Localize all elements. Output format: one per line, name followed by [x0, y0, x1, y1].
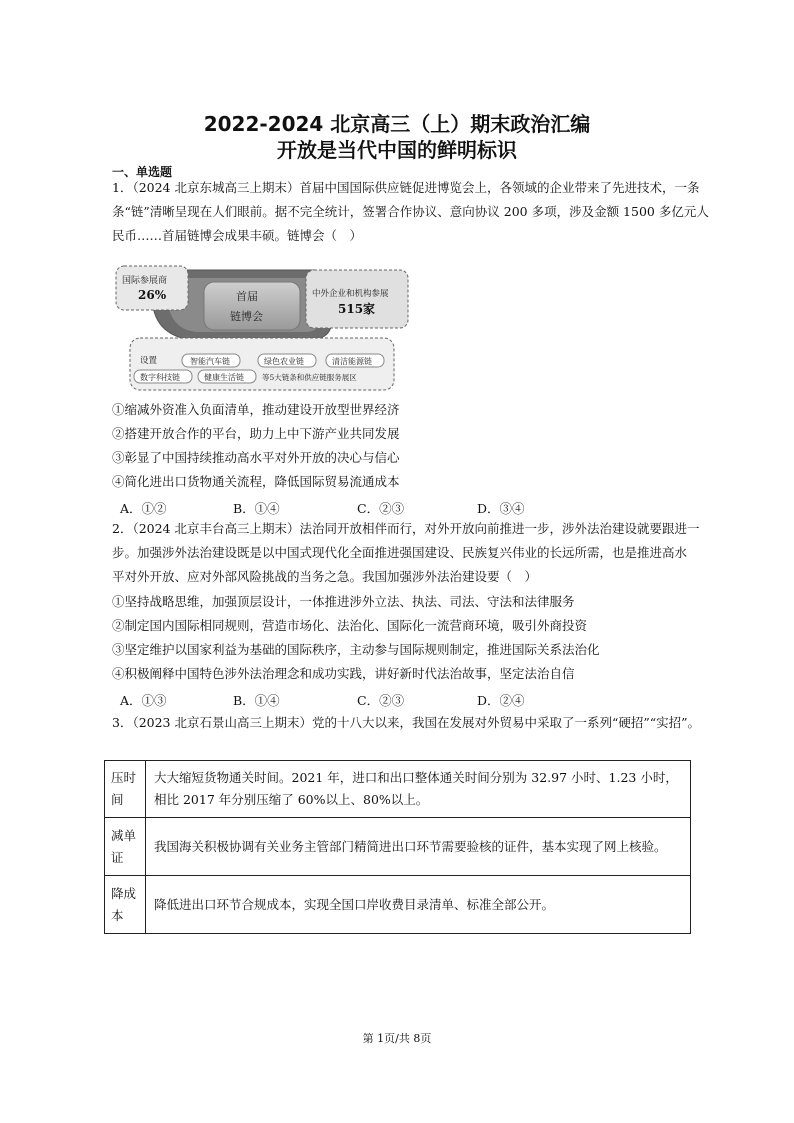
left-stat-value: 26%	[138, 288, 167, 302]
q2-stem-line: 平对外开放、应对外部风险挑战的当务之急。我国加强涉外法治建设要（ ）	[112, 569, 538, 584]
left-stat-label: 国际参展商	[122, 276, 168, 286]
q2-statement: ④积极阐释中国特色涉外法治理念和成功实践，讲好新时代法治故事，坚定法治自信	[112, 666, 575, 681]
q2-statement: ①坚持战略思维，加强顶层设计，一体推进涉外立法、执法、司法、守法和法律服务	[112, 594, 575, 609]
q3-table	[104, 760, 691, 934]
q1-option-c[interactable]: C．②③	[357, 501, 405, 516]
right-stat-value: 515家	[338, 302, 376, 316]
table-value-cell: 大大缩短货物通关时间。2021 年，进口和出口整体通关时间分别为 32.97 小时、1.23 小时，相比 2017 年分别压缩了 60%以上、80%以上。	[146, 761, 691, 818]
chain-label: 数字科技链	[140, 373, 180, 382]
q3-stem-line: 3．（2023 北京石景山高三上期末）党的十八大以来，我国在发展对外贸易中采取了一系列“硬招”“实招”。	[112, 715, 701, 730]
q1-option-d[interactable]: D．③④	[477, 501, 525, 516]
q1-stem-line: 1．（2024 北京东城高三上期末）首届中国国际供应链促进博览会上，各领域的企业带来了先进技术，一条	[112, 180, 700, 195]
q2-option-d[interactable]: D．②④	[477, 693, 525, 708]
table-row	[105, 818, 691, 876]
section-heading: 一、单选题	[112, 165, 173, 179]
page-footer: 第 1页/共 8页	[362, 1032, 432, 1045]
center-label-2: 链博会	[230, 310, 263, 323]
right-stat-box	[306, 270, 408, 328]
q1-statement: ①缩减外资准入负面清单，推动建设开放型世界经济	[112, 402, 400, 417]
q1-statement: ③彰显了中国持续推动高水平对外开放的决心与信心	[112, 450, 400, 465]
bottom-suffix: 等5大链条和供应链服务展区	[262, 373, 357, 382]
q1-statement: ②搭建开放合作的平台，助力上中下游产业共同发展	[112, 426, 400, 441]
table-row	[105, 761, 691, 818]
chain-label: 绿色农业链	[264, 357, 304, 366]
q2-stem-line: 2．（2024 北京丰台高三上期末）法治同开放相伴而行，对外开放向前推进一步，涉外法治建设就要跟进一	[112, 521, 700, 536]
q2-option-a[interactable]: A．①③	[120, 693, 167, 708]
chain-label: 清洁能源链	[332, 357, 372, 366]
q2-option-c[interactable]: C．②③	[357, 693, 405, 708]
page-title: 2022-2024 北京高三（上）期末政治汇编	[203, 112, 591, 136]
table-value-cell: 我国海关积极协调有关业务主管部门精简进出口环节需要验核的证件，基本实现了网上核验。	[146, 818, 691, 876]
table-key-cell: 降成本	[105, 876, 146, 934]
q2-stem-line: 步。加强涉外法治建设既是以中国式现代化全面推进强国建设、民族复兴伟业的长远所需，也是推进高水	[112, 545, 688, 560]
q1-infographic	[112, 250, 412, 395]
table-row	[105, 876, 691, 934]
q1-option-a[interactable]: A．①②	[120, 501, 167, 516]
q2-option-b[interactable]: B．①④	[233, 693, 280, 708]
table-key-cell: 压时间	[105, 761, 146, 818]
q2-statement: ③坚定维护以国家利益为基础的国际秩序，主动参与国际规则制定，推进国际关系法治化	[112, 642, 600, 657]
center-label-1: 首届	[236, 290, 258, 303]
q1-statement: ④简化进出口货物通关流程，降低国际贸易流通成本	[112, 474, 400, 489]
q2-statement: ②制定国内国际相同规则，营造市场化、法治化、国际化一流营商环境，吸引外商投资	[112, 618, 588, 633]
table-key-cell: 减单证	[105, 818, 146, 876]
right-stat-label: 中外企业和机构参展	[312, 289, 389, 299]
bottom-prefix: 设置	[140, 356, 158, 366]
q1-option-b[interactable]: B．①④	[233, 501, 280, 516]
q1-stem-line: 条“链”清晰呈现在人们眼前。据不完全统计，签署合作协议、意向协议 200 多项，涉及金额 1500 多亿元人	[112, 204, 709, 219]
table-value-cell: 降低进出口环节合规成本，实现全国口岸收费目录清单、标准全部公开。	[146, 876, 691, 934]
chain-label: 智能汽车链	[190, 357, 230, 366]
chain-label: 健康生活链	[204, 373, 244, 382]
q1-stem-line: 民币……首届链博会成果丰硕。链博会（ ）	[112, 228, 363, 243]
page-subtitle: 开放是当代中国的鲜明标识	[277, 138, 517, 162]
